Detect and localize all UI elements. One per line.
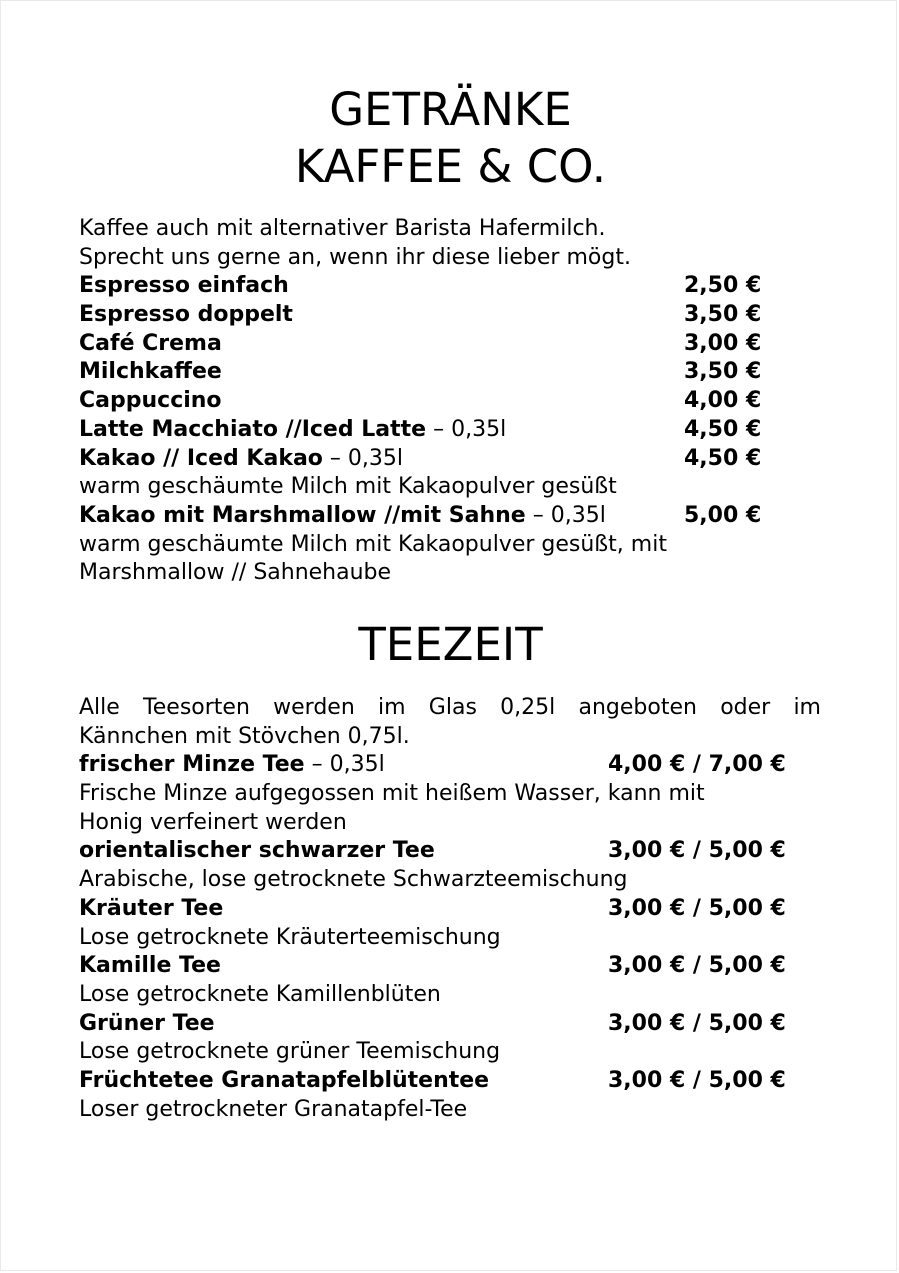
menu-item-espresso-doppelt — [79, 301, 821, 330]
item-description: warm geschäumte Milch mit Kakaopulver gesüßt — [79, 474, 617, 500]
menu-item-milchkaffee — [79, 358, 821, 387]
menu-item-cappuccino — [79, 387, 821, 416]
item-description: Arabische, lose getrocknete Schwarzteemischung — [79, 867, 628, 893]
item-description: Lose getrocknete grüner Teemischung — [79, 1039, 501, 1065]
heading-teezeit: TEEZEIT — [358, 618, 543, 671]
coffee-intro-line: Kaffee auch mit alternativer Barista Hafermilch. — [79, 216, 606, 241]
heading-getraenke: GETRÄNKE — [329, 83, 572, 136]
heading-kaffee-co: KAFFEE & CO. — [294, 140, 607, 193]
item-description: Marshmallow // Sahnehaube — [79, 560, 392, 586]
item-price: 3,00 € / 5,00 € — [608, 895, 786, 921]
item-name: orientalischer schwarzer Tee — [79, 838, 435, 864]
coffee-section — [79, 215, 821, 588]
item-price: 4,50 € — [684, 445, 762, 471]
item-price: 3,00 € / 5,00 € — [608, 838, 786, 864]
menu-item-kakao — [79, 445, 821, 474]
menu-item-espresso-einfach — [79, 272, 821, 301]
item-price: 4,50 € — [684, 416, 762, 442]
item-size: – 0,35l — [525, 502, 606, 528]
item-description: Honig verfeinert werden — [79, 809, 347, 835]
item-name: Espresso einfach — [79, 273, 289, 299]
item-price: 4,00 € — [684, 388, 762, 414]
tea-intro-line: Alle Teesorten werden im Glas 0,25l angeboten oder im — [79, 695, 821, 720]
item-name: Espresso doppelt — [79, 302, 293, 328]
menu-item-kamille-tee — [79, 952, 821, 981]
item-price: 3,50 € — [684, 359, 762, 385]
item-name: Grüner Tee — [79, 1010, 215, 1036]
menu-item-cafe-crema — [79, 330, 821, 359]
item-description: Loser getrockneter Granatapfel-Tee — [79, 1096, 468, 1122]
menu-item-schwarzer-tee — [79, 837, 821, 866]
item-name: Kakao mit Marshmallow //mit Sahne — [79, 502, 526, 528]
item-name: Kräuter Tee — [79, 895, 224, 921]
menu-item-minze-tee — [79, 751, 821, 780]
item-name: Früchtetee Granatapfelblütentee — [79, 1067, 490, 1093]
item-price: 4,00 € / 7,00 € — [608, 752, 786, 778]
item-description: warm geschäumte Milch mit Kakaopulver gesüßt, mit — [79, 531, 667, 557]
menu-item-kraeuter-tee — [79, 895, 821, 924]
item-name: frischer Minze Tee — [79, 752, 305, 778]
tea-intro-line: Kännchen mit Stövchen 0,75l. — [79, 723, 410, 749]
tea-section — [79, 694, 821, 1124]
item-price: 3,00 € / 5,00 € — [608, 953, 786, 979]
menu-item-fruechtetee — [79, 1067, 821, 1096]
item-price: 3,00 € / 5,00 € — [608, 1010, 786, 1036]
item-name: Kamille Tee — [79, 953, 221, 979]
item-description: Frische Minze aufgegossen mit heißem Wasser, kann mit — [79, 781, 705, 807]
item-description: Lose getrocknete Kräuterteemischung — [79, 924, 501, 950]
coffee-intro-line: Sprecht uns gerne an, wenn ihr diese lieber mögt. — [79, 244, 631, 270]
item-price: 2,50 € — [684, 273, 762, 299]
menu-item-latte-macchiato — [79, 416, 821, 445]
menu-item-gruener-tee — [79, 1010, 821, 1039]
item-name: Kakao // Iced Kakao — [79, 445, 323, 471]
item-price: 3,50 € — [684, 302, 762, 328]
item-size: – 0,35l — [426, 416, 507, 442]
item-name: Café Crema — [79, 330, 222, 356]
item-size: – 0,35l — [322, 445, 404, 471]
menu-item-kakao-marshmallow — [79, 502, 821, 531]
item-description: Lose getrocknete Kamillenblüten — [79, 981, 441, 1007]
item-price: 3,00 € / 5,00 € — [608, 1067, 786, 1093]
item-name: Milchkaffee — [79, 359, 222, 385]
item-name: Latte Macchiato //Iced Latte — [79, 416, 427, 442]
item-price: 3,00 € — [684, 330, 762, 356]
item-price: 5,00 € — [684, 502, 762, 528]
item-name: Cappuccino — [79, 388, 222, 414]
item-size: – 0,35l — [304, 752, 385, 778]
